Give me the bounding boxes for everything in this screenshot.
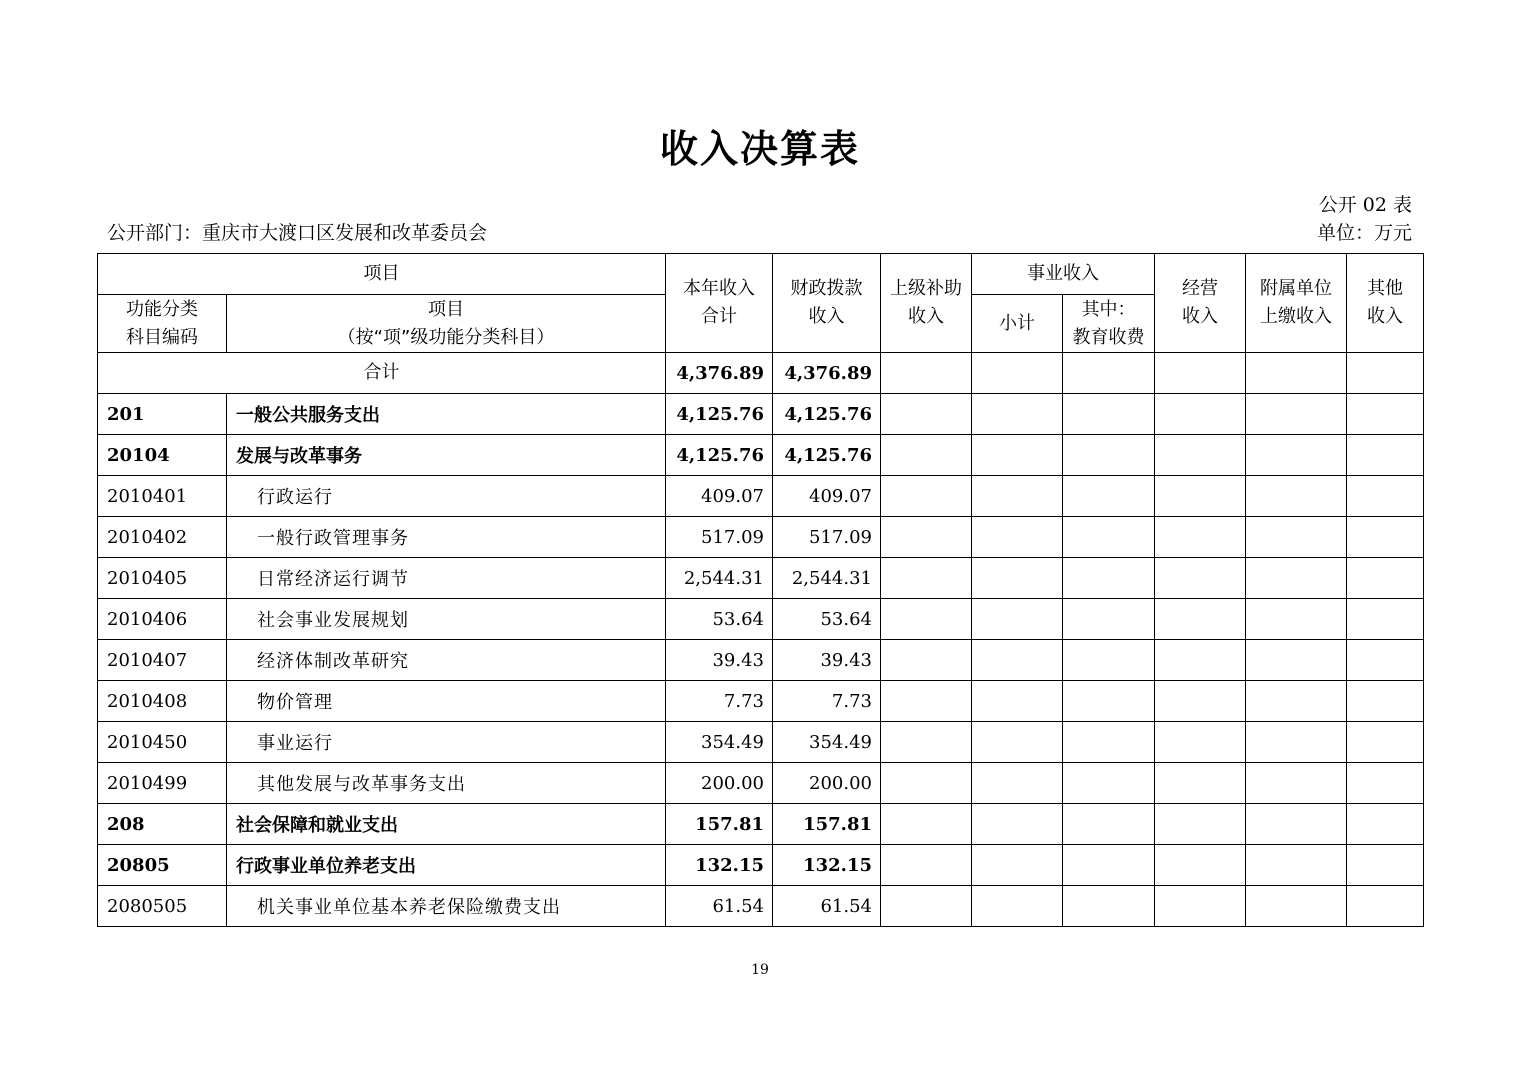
empty-cell	[881, 681, 972, 722]
empty-cell	[1347, 394, 1424, 435]
empty-cell	[1155, 804, 1246, 845]
empty-cell	[1246, 558, 1347, 599]
row-code: 2010408	[98, 681, 227, 722]
empty-cell	[881, 722, 972, 763]
total-label: 合计	[98, 353, 666, 394]
empty-cell	[1347, 763, 1424, 804]
empty-cell	[1246, 845, 1347, 886]
empty-cell	[1155, 558, 1246, 599]
row-code: 2080505	[98, 886, 227, 927]
table-row	[98, 845, 1424, 886]
total-fiscal-value: 4,376.89	[773, 353, 881, 394]
header-affiliated-income: 附属单位 上缴收入	[1246, 254, 1347, 353]
empty-cell	[972, 517, 1063, 558]
header-career-income: 事业收入	[972, 254, 1155, 295]
total-row	[98, 353, 1424, 394]
row-fiscal-income: 4,125.76	[773, 435, 881, 476]
row-fiscal-income: 61.54	[773, 886, 881, 927]
row-total-income: 200.00	[666, 763, 773, 804]
row-fiscal-income: 7.73	[773, 681, 881, 722]
row-fiscal-income: 517.09	[773, 517, 881, 558]
empty-cell	[881, 886, 972, 927]
empty-cell	[1246, 722, 1347, 763]
empty-cell	[1155, 886, 1246, 927]
row-total-income: 517.09	[666, 517, 773, 558]
page-number: 19	[751, 962, 769, 978]
row-name: 行政事业单位养老支出	[227, 845, 666, 886]
empty-cell	[972, 886, 1063, 927]
empty-cell	[1063, 640, 1155, 681]
empty-cell	[1347, 804, 1424, 845]
empty-cell	[1063, 476, 1155, 517]
row-total-income: 53.64	[666, 599, 773, 640]
table-row	[98, 640, 1424, 681]
table-row	[98, 476, 1424, 517]
empty-cell	[1063, 722, 1155, 763]
row-fiscal-income: 53.64	[773, 599, 881, 640]
empty-cell	[1155, 435, 1246, 476]
table-body	[98, 394, 1424, 927]
header-item-group: 项目	[98, 254, 666, 295]
row-code: 208	[98, 804, 227, 845]
empty-cell	[1063, 845, 1155, 886]
empty-cell	[1347, 435, 1424, 476]
income-settlement-table	[97, 253, 1424, 927]
row-total-income: 61.54	[666, 886, 773, 927]
empty-cell	[1155, 722, 1246, 763]
row-code: 20104	[98, 435, 227, 476]
empty-cell	[972, 763, 1063, 804]
row-fiscal-income: 200.00	[773, 763, 881, 804]
row-fiscal-income: 132.15	[773, 845, 881, 886]
row-fiscal-income: 409.07	[773, 476, 881, 517]
row-name: 一般行政管理事务	[227, 517, 666, 558]
empty-cell	[1347, 845, 1424, 886]
empty-cell	[1155, 763, 1246, 804]
empty-cell	[1347, 476, 1424, 517]
header-upper-subsidy: 上级补助 收入	[881, 254, 972, 353]
row-code: 2010406	[98, 599, 227, 640]
empty-cell	[1347, 640, 1424, 681]
row-total-income: 4,125.76	[666, 435, 773, 476]
row-fiscal-income: 4,125.76	[773, 394, 881, 435]
empty-cell	[972, 681, 1063, 722]
empty-cell	[1155, 845, 1246, 886]
empty-cell	[1246, 517, 1347, 558]
empty-cell	[881, 599, 972, 640]
empty-cell	[972, 640, 1063, 681]
empty-cell	[1347, 558, 1424, 599]
header-code: 功能分类 科目编码	[98, 295, 227, 353]
empty-cell	[1246, 763, 1347, 804]
header-business-income: 经营 收入	[1155, 254, 1246, 353]
row-total-income: 4,125.76	[666, 394, 773, 435]
empty-cell	[1155, 476, 1246, 517]
empty-cell	[972, 558, 1063, 599]
empty-cell	[1063, 681, 1155, 722]
total-income-value: 4,376.89	[666, 353, 773, 394]
row-name: 经济体制改革研究	[227, 640, 666, 681]
empty-cell	[972, 845, 1063, 886]
empty-cell	[972, 722, 1063, 763]
row-total-income: 409.07	[666, 476, 773, 517]
table-row	[98, 558, 1424, 599]
empty-cell	[972, 476, 1063, 517]
header-fiscal-income: 财政拨款 收入	[773, 254, 881, 353]
unit-label: 单位：万元	[1316, 222, 1412, 244]
row-total-income: 132.15	[666, 845, 773, 886]
table-row	[98, 394, 1424, 435]
row-name: 发展与改革事务	[227, 435, 666, 476]
department-label: 公开部门：重庆市大渡口区发展和改革委员会	[107, 222, 488, 244]
row-code: 2010407	[98, 640, 227, 681]
empty-cell	[1347, 517, 1424, 558]
header-subtotal: 小计	[972, 295, 1063, 353]
empty-cell	[1246, 640, 1347, 681]
header-total-income: 本年收入 合计	[666, 254, 773, 353]
row-total-income: 157.81	[666, 804, 773, 845]
empty-cell	[881, 845, 972, 886]
empty-cell	[1347, 681, 1424, 722]
empty-cell	[1063, 763, 1155, 804]
empty-cell	[972, 804, 1063, 845]
row-fiscal-income: 354.49	[773, 722, 881, 763]
empty-cell	[881, 517, 972, 558]
row-name: 物价管理	[227, 681, 666, 722]
table-row	[98, 763, 1424, 804]
empty-cell	[881, 763, 972, 804]
row-fiscal-income: 157.81	[773, 804, 881, 845]
empty-cell	[881, 476, 972, 517]
empty-cell	[1246, 394, 1347, 435]
row-code: 2010450	[98, 722, 227, 763]
row-fiscal-income: 2,544.31	[773, 558, 881, 599]
row-name: 其他发展与改革事务支出	[227, 763, 666, 804]
empty-cell	[972, 435, 1063, 476]
row-name: 行政运行	[227, 476, 666, 517]
header-name: 项目 （按“项”级功能分类科目）	[227, 295, 666, 353]
empty-cell	[1347, 722, 1424, 763]
row-code: 2010405	[98, 558, 227, 599]
empty-cell	[881, 804, 972, 845]
empty-cell	[1063, 599, 1155, 640]
table-row	[98, 517, 1424, 558]
empty-cell	[881, 640, 972, 681]
empty-cell	[1063, 394, 1155, 435]
empty-cell	[1155, 640, 1246, 681]
empty-cell	[1246, 476, 1347, 517]
empty-cell	[881, 435, 972, 476]
empty-cell	[1155, 599, 1246, 640]
row-name: 事业运行	[227, 722, 666, 763]
form-number: 公开 02 表	[1318, 194, 1412, 216]
row-code: 201	[98, 394, 227, 435]
empty-cell	[1063, 517, 1155, 558]
table-row	[98, 435, 1424, 476]
empty-cell	[1347, 886, 1424, 927]
row-code: 2010402	[98, 517, 227, 558]
row-fiscal-income: 39.43	[773, 640, 881, 681]
row-code: 2010401	[98, 476, 227, 517]
empty-cell	[972, 599, 1063, 640]
row-code: 20805	[98, 845, 227, 886]
page-title: 收入决算表	[659, 127, 860, 171]
empty-cell	[1155, 681, 1246, 722]
empty-cell	[1155, 394, 1246, 435]
empty-cell	[881, 394, 972, 435]
empty-cell	[1246, 435, 1347, 476]
empty-cell	[1063, 886, 1155, 927]
empty-cell	[1246, 599, 1347, 640]
row-name: 一般公共服务支出	[227, 394, 666, 435]
empty-cell	[881, 558, 972, 599]
table-row	[98, 886, 1424, 927]
empty-cell	[972, 394, 1063, 435]
row-name: 日常经济运行调节	[227, 558, 666, 599]
header-other-income: 其他 收入	[1347, 254, 1424, 353]
empty-cell	[1063, 558, 1155, 599]
empty-cell	[1347, 599, 1424, 640]
table-row	[98, 722, 1424, 763]
empty-cell	[1155, 517, 1246, 558]
row-total-income: 7.73	[666, 681, 773, 722]
header-education-fee: 其中： 教育收费	[1063, 295, 1155, 353]
row-total-income: 354.49	[666, 722, 773, 763]
table-row	[98, 804, 1424, 845]
empty-cell	[1246, 804, 1347, 845]
row-name: 社会保障和就业支出	[227, 804, 666, 845]
empty-cell	[1246, 681, 1347, 722]
row-total-income: 39.43	[666, 640, 773, 681]
empty-cell	[1246, 886, 1347, 927]
row-name: 机关事业单位基本养老保险缴费支出	[227, 886, 666, 927]
empty-cell	[1063, 804, 1155, 845]
table-row	[98, 599, 1424, 640]
empty-cell	[1063, 435, 1155, 476]
row-code: 2010499	[98, 763, 227, 804]
table-row	[98, 681, 1424, 722]
row-total-income: 2,544.31	[666, 558, 773, 599]
row-name: 社会事业发展规划	[227, 599, 666, 640]
